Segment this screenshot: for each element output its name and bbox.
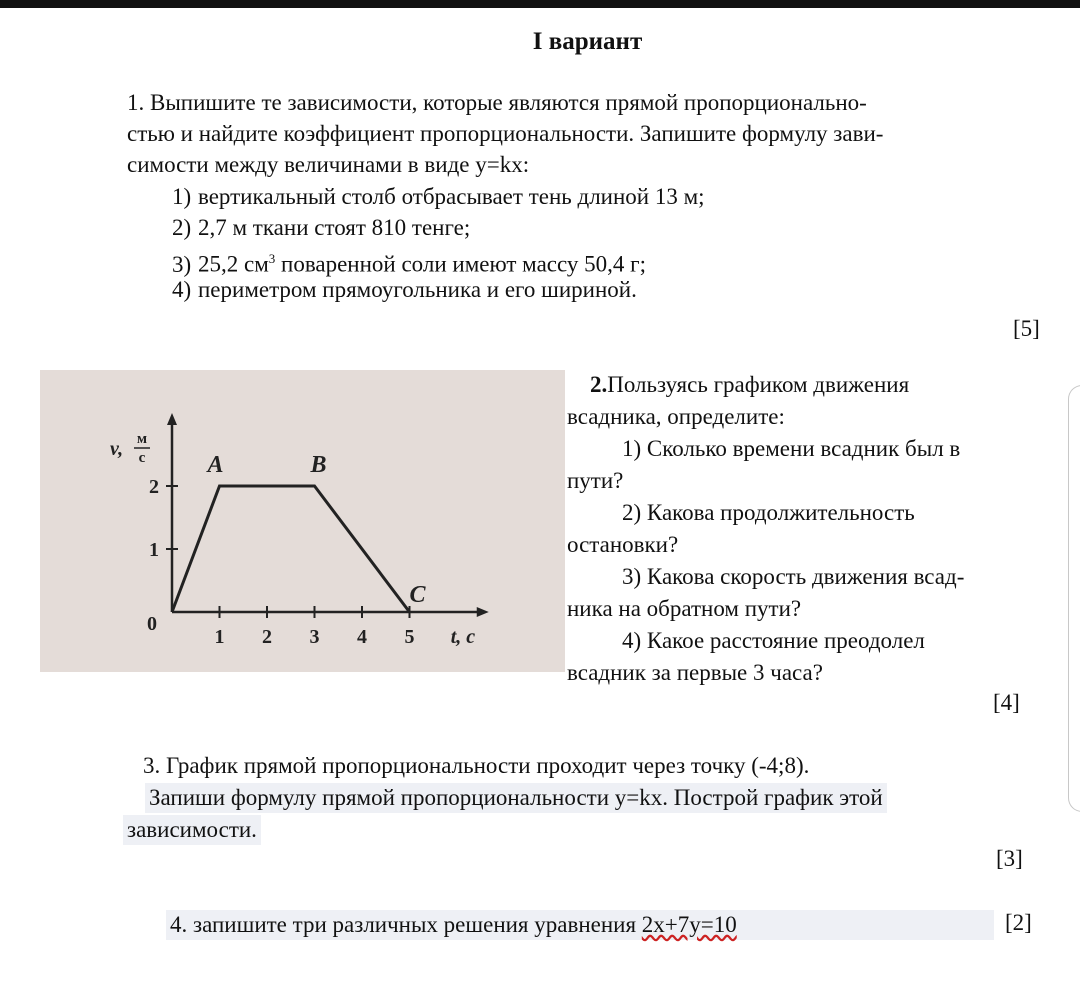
x-tick-label: 1 <box>214 626 225 648</box>
task4-equation: 2x+7y=10 <box>641 912 737 937</box>
item-text-pre: 25,2 см <box>198 251 269 277</box>
task2-score: [4] <box>993 690 1020 715</box>
y-tick-label: 2 <box>149 476 159 498</box>
task1-line-3: симости между величинами в виде y=kx: <box>127 152 530 177</box>
task2-line-3: 1) Сколько времени всадник был в <box>622 436 961 461</box>
task4-score: [2] <box>1005 910 1032 935</box>
item-number: 3) <box>172 251 192 277</box>
y-tick-label: 0 <box>147 613 157 635</box>
point-label-b: B <box>310 452 327 478</box>
chart-series <box>172 486 410 612</box>
task3-line-3: зависимости. <box>123 815 261 845</box>
task1-item-4 <box>172 274 637 305</box>
task2-line-1 <box>590 370 909 400</box>
page-title: I вариант <box>532 28 643 55</box>
item-number: 4) <box>172 277 192 302</box>
top-border <box>0 0 1080 8</box>
velocity-series-line <box>172 486 410 612</box>
task2-line-6: остановки? <box>567 532 679 557</box>
velocity-time-graph <box>40 370 565 672</box>
task2-line-1-text: Пользуясь графиком движения <box>607 372 910 397</box>
y-tick-label: 1 <box>149 539 159 561</box>
y-axis-label-v: v, <box>110 438 124 460</box>
task1-line-2: стью и найдите коэффициент пропорциональности. Запишите формулу зави- <box>127 121 884 146</box>
y-axis-label-denominator: с <box>138 450 146 466</box>
task2-line-9: 4) Какое расстояние преодолел <box>622 628 925 653</box>
chart-svg <box>40 370 565 672</box>
chart-axes <box>167 413 489 617</box>
task2-line-8: ника на обратном пути? <box>567 596 802 621</box>
item-number: 1) <box>172 184 192 209</box>
item-text-post: поваренной соли имеют массу 50,4 г; <box>275 251 646 277</box>
task2-number: 2. <box>590 372 608 397</box>
x-tick-label: 3 <box>309 626 320 648</box>
item-number: 2) <box>172 215 192 240</box>
side-panel-edge <box>1068 385 1080 812</box>
item-text: периметром прямоугольника и его шириной. <box>198 277 637 302</box>
y-axis-arrow <box>167 413 177 425</box>
task4-line <box>166 910 994 940</box>
task2-line-10: всадник за первые 3 часа? <box>567 660 823 685</box>
task1-item-2 <box>172 212 470 243</box>
item-superscript: 3 <box>268 251 276 266</box>
chart-labels <box>110 431 475 648</box>
chart-ticks <box>147 476 415 648</box>
x-tick-label: 2 <box>262 626 272 648</box>
task2-line-4: пути? <box>567 468 624 493</box>
x-tick-label: 4 <box>357 626 367 648</box>
x-axis-arrow <box>477 607 489 617</box>
task2-line-5: 2) Какова продолжительность <box>622 500 915 525</box>
x-tick-label: 5 <box>404 626 415 648</box>
point-label-a: A <box>207 452 224 478</box>
y-axis-label-numerator: м <box>136 431 148 447</box>
x-axis-label: t, c <box>450 626 476 648</box>
task2-line-2: всадника, определите: <box>567 404 785 429</box>
task1-item-1 <box>172 181 705 212</box>
task1-score: [5] <box>1013 316 1040 341</box>
task4-text: 4. запишите три различных решения уравнения <box>170 912 642 937</box>
point-label-c: C <box>409 582 426 608</box>
task3-score: [3] <box>996 846 1023 871</box>
task2-line-7: 3) Какова скорость движения всад- <box>622 564 965 589</box>
task3-line-1: 3. График прямой пропорциональности проходит через точку (-4;8). <box>143 753 810 778</box>
item-text: 2,7 м ткани стоят 810 тенге; <box>198 215 471 240</box>
task1-line-1: 1. Выпишите те зависимости, которые являются прямой пропорционально- <box>127 90 867 115</box>
item-text: вертикальный столб отбрасывает тень длиной 13 м; <box>198 184 705 209</box>
task3-line-2: Запиши формулу прямой пропорциональности y=kx. Построй график этой <box>145 783 887 813</box>
